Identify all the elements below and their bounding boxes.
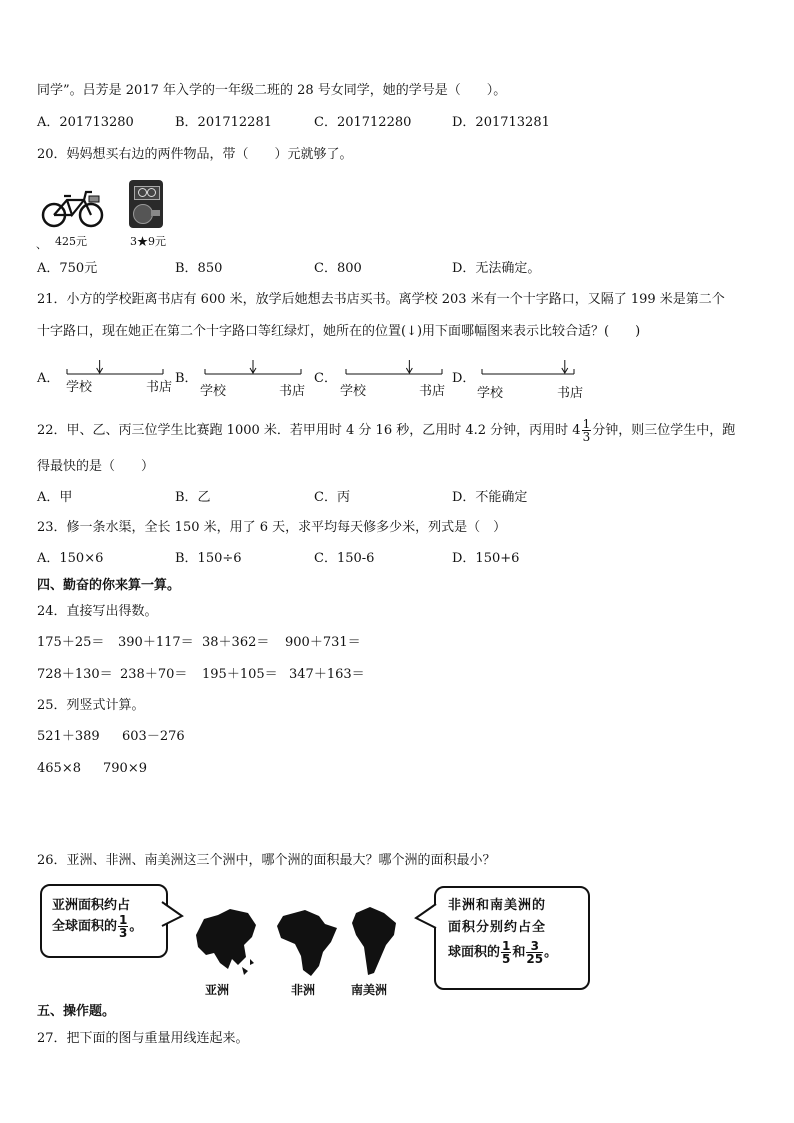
q23-stem: 23．修一条水渠，全长 150 米，用了 6 天，求平均每天修多少米，列式是（ ） (37, 520, 507, 535)
asia-speech-bubble: 亚洲面积约占 全球面积的 $\frac{1}{3}$ 。 (40, 884, 168, 958)
q22-option-d: D．不能确定 (452, 490, 528, 505)
q26-stem: 26．亚洲、非洲、南美洲这三个洲中，哪个洲的面积最大？哪个洲的面积最小？ (37, 853, 496, 868)
q21-b-store: 书店 (279, 384, 306, 399)
q21-stem-line2: 十字路口，现在她正在第二个十字路口等红绿灯，她所在的位置(↓)用下面哪幅图来表示比较合适？( ) (37, 324, 641, 339)
q21-route-d (480, 358, 576, 378)
south-america-label: 南美洲 (351, 983, 388, 997)
q19-stem: 同学”。吕芳是 2017 年入学的一年级二班的 28 号女同学，她的学号是（ ）。 (37, 83, 507, 98)
radio-price: 3★9元 (130, 235, 166, 248)
q19-option-c: C．201712280 (314, 115, 412, 130)
q22-stem-line1 (37, 418, 735, 443)
q21-route-c (344, 358, 444, 378)
bubble-text: 亚洲面积约占 (52, 898, 131, 913)
q20-option-a: A．750元 (37, 261, 98, 276)
position-arrow (562, 360, 568, 373)
bubble-text: 面积分别约占全 (448, 920, 547, 935)
q21-option-b-letter: B． (175, 371, 198, 386)
bicycle-image (40, 186, 106, 230)
q21-d-school: 学校 (477, 386, 504, 401)
q24-expr: 390＋117＝ (118, 635, 194, 650)
q27-stem: 27．把下面的图与重量用线连起来。 (37, 1031, 249, 1046)
q25-expr: 603－276 (122, 729, 185, 744)
south-america-silhouette (350, 905, 400, 979)
q22-option-b: B．乙 (175, 490, 211, 505)
q21-a-store: 书店 (146, 380, 173, 395)
q24-expr: 38＋362＝ (202, 635, 270, 650)
q24-stem: 24．直接写出得数。 (37, 604, 158, 619)
q22-fraction: $\frac{1}{3}$ (582, 417, 591, 444)
q20-option-b: B．850 (175, 261, 223, 276)
q24-expr: 195＋105＝ (202, 667, 278, 682)
q21-option-d-letter: D． (452, 371, 476, 386)
section-four-heading: 四、勤奋的你来算一算。 (37, 578, 181, 593)
q22-stem-line2: 得最快的是（ ） (37, 459, 155, 474)
q25-expr: 465×8 (37, 761, 81, 776)
q20-option-d: D．无法确定。 (452, 261, 541, 276)
asia-label: 亚洲 (205, 983, 230, 997)
bubble-text: 球面积的 (448, 945, 501, 960)
q21-route-a (65, 358, 165, 378)
q20-stem: 20．妈妈想买右边的两件物品，带（ ）元就够了。 (37, 147, 353, 162)
africa-silhouette (275, 908, 341, 978)
q19-option-a: A．201713280 (37, 115, 134, 130)
position-arrow (250, 360, 256, 373)
position-arrow (406, 360, 412, 373)
q21-route-b (203, 358, 303, 378)
q23-option-b: B．150÷6 (175, 551, 242, 566)
bubble-text: 非洲和南美洲的 (448, 898, 547, 913)
q21-option-c-letter: C． (314, 371, 337, 386)
q23-option-a: A．150×6 (37, 551, 104, 566)
q25-stem: 25．列竖式计算。 (37, 698, 145, 713)
q22-option-a: A．甲 (37, 490, 73, 505)
separator-mark: 、 (36, 238, 47, 251)
q24-expr: 238＋70＝ (120, 667, 188, 682)
q23-option-d: D．150+6 (452, 551, 520, 566)
q22-stem-a: 22．甲、乙、丙三位学生比赛跑 1000 米．若甲用时 4 分 16 秒，乙用时 4.2 分钟，丙用时 4 (37, 423, 581, 438)
q20-option-c: C．800 (314, 261, 362, 276)
q23-option-c: C．150-6 (314, 551, 375, 566)
africa-label: 非洲 (291, 983, 316, 997)
q22-option-c: C．丙 (314, 490, 350, 505)
q22-stem-b: 分钟，则三位学生中，跑 (592, 423, 736, 438)
africa-samerica-speech-bubble: 非洲和南美洲的 面积分别约占全 球面积的 $\frac{1}{5}$ 和 $\frac{3}{25}$ 。 (434, 886, 590, 990)
bubble-tail-left (160, 900, 184, 930)
q24-expr: 900＋731＝ (285, 635, 361, 650)
q19-option-d: D．201713281 (452, 115, 550, 130)
q21-c-school: 学校 (340, 384, 367, 399)
q25-expr: 521＋389 (37, 729, 100, 744)
q21-b-school: 学校 (200, 384, 227, 399)
radio-image (129, 180, 163, 228)
q25-expr: 790×9 (103, 761, 147, 776)
bike-price: 425元 (55, 235, 87, 248)
samerica-fraction: $\frac{3}{25}$ (526, 939, 544, 966)
q24-expr: 175＋25＝ (37, 635, 105, 650)
q21-d-store: 书店 (557, 386, 584, 401)
q19-option-b: B．201712281 (175, 115, 272, 130)
q24-expr: 728＋130＝ (37, 667, 113, 682)
q24-expr: 347＋163＝ (289, 667, 365, 682)
section-five-heading: 五、操作题。 (37, 1004, 116, 1019)
asia-fraction: $\frac{1}{3}$ (119, 913, 128, 940)
q21-option-a-letter: A． (37, 371, 60, 386)
q21-a-school: 学校 (66, 380, 93, 395)
position-arrow (97, 360, 103, 373)
bubble-text: 全球面积的 (52, 919, 118, 934)
q21-stem-line1: 21．小方的学校距离书店有 600 米，放学后她想去书店买书。离学校 203 米有一个十字路口，又隔了 199 米是第二个 (37, 292, 725, 307)
q21-c-store: 书店 (419, 384, 446, 399)
asia-silhouette (190, 905, 260, 977)
bubble-tail-right (414, 902, 438, 932)
africa-fraction: $\frac{1}{5}$ (502, 939, 511, 966)
